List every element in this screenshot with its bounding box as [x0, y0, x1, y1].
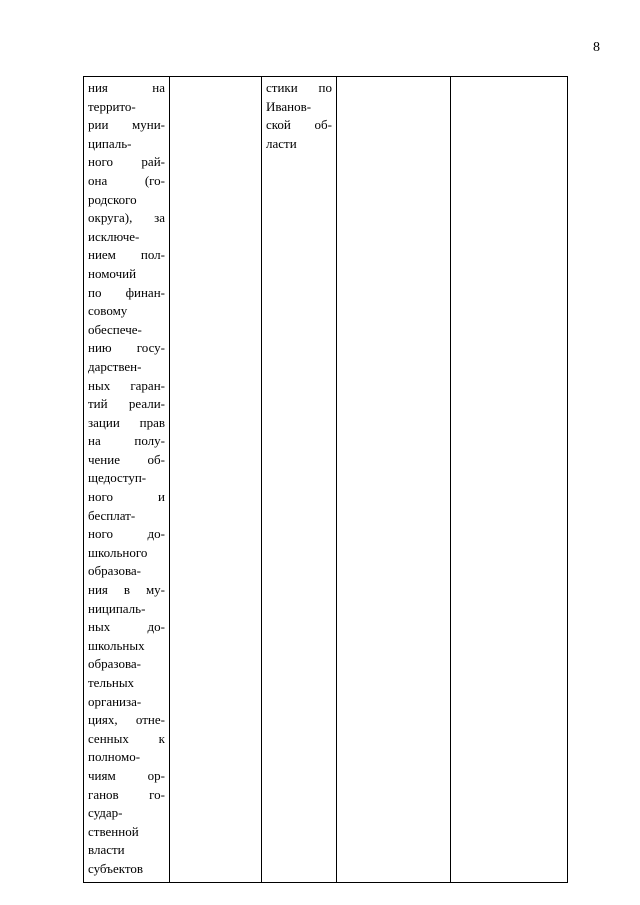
cell-text-line: тельных [88, 675, 135, 690]
table-row [84, 77, 568, 883]
document-table [83, 76, 568, 883]
cell-text-line: ного рай- [88, 154, 165, 170]
cell-text-line: ных гаран- [88, 377, 165, 393]
cell-text-line: Иванов- [266, 98, 312, 114]
table-cell-empty [170, 77, 262, 883]
cell-text-line: школьных [88, 637, 145, 653]
cell-text-line: ния на [88, 80, 165, 95]
cell-text-line: школьного [88, 544, 148, 560]
cell-text-line: циях, отне- [88, 712, 165, 728]
cell-text-line: родского [88, 191, 137, 207]
cell-text-line: сенных к [88, 730, 165, 746]
cell-text-line: щедоступ- [88, 470, 147, 486]
cell-text-line: номочий [88, 265, 137, 281]
cell-text-line: ния в му- [88, 582, 165, 598]
table-cell-empty [337, 77, 451, 883]
cell-text-line: ственной [88, 823, 139, 839]
cell-text-line: судар- [88, 805, 123, 821]
cell-text-line: стики по [266, 80, 332, 95]
cell-text-line: организа- [88, 693, 142, 709]
cell-text-line: ганов го- [88, 786, 165, 802]
cell-text-line: ного до- [88, 526, 165, 542]
cell-text-line: чиям ор- [88, 767, 165, 783]
table-cell-description [84, 77, 170, 883]
cell-text-line: округа), за [88, 210, 165, 226]
cell-text-line: образова- [88, 563, 142, 579]
cell-text-line: дарствен- [88, 358, 142, 374]
cell-text-line: полномо- [88, 749, 141, 765]
cell-text-line: чение об- [88, 451, 165, 467]
cell-text-line: рии муни- [88, 117, 165, 133]
cell-text-line: образова- [88, 656, 142, 672]
cell-text-line: по финан- [88, 284, 165, 300]
cell-text-line: ской об- [266, 117, 332, 133]
cell-text-line: она (го- [88, 172, 165, 188]
cell-text-line: власти [88, 842, 125, 858]
table-cell-empty [451, 77, 568, 883]
cell-text-line: субъектов [88, 860, 144, 876]
cell-text-line: на полу- [88, 433, 165, 449]
cell-text-line: террито- [88, 98, 136, 114]
page-number: 8 [593, 40, 600, 55]
cell-text-line: ласти [266, 135, 297, 151]
cell-text-line: ных до- [88, 619, 165, 635]
cell-text-line: тий реали- [88, 396, 165, 412]
cell-text-line: совому [88, 303, 128, 319]
table-cell-region [262, 77, 337, 883]
cell-text-line: обеспече- [88, 321, 142, 337]
cell-text-line: нию госу- [88, 340, 165, 356]
cell-text-line: ципаль- [88, 135, 132, 151]
cell-text-line: ного и [88, 489, 165, 505]
cell-text-line: исключе- [88, 228, 140, 244]
cell-text-line: ниципаль- [88, 600, 146, 616]
cell-text-line: нием пол- [88, 247, 165, 263]
cell-text-line: бесплат- [88, 507, 136, 523]
cell-text-line: зации прав [88, 414, 165, 430]
